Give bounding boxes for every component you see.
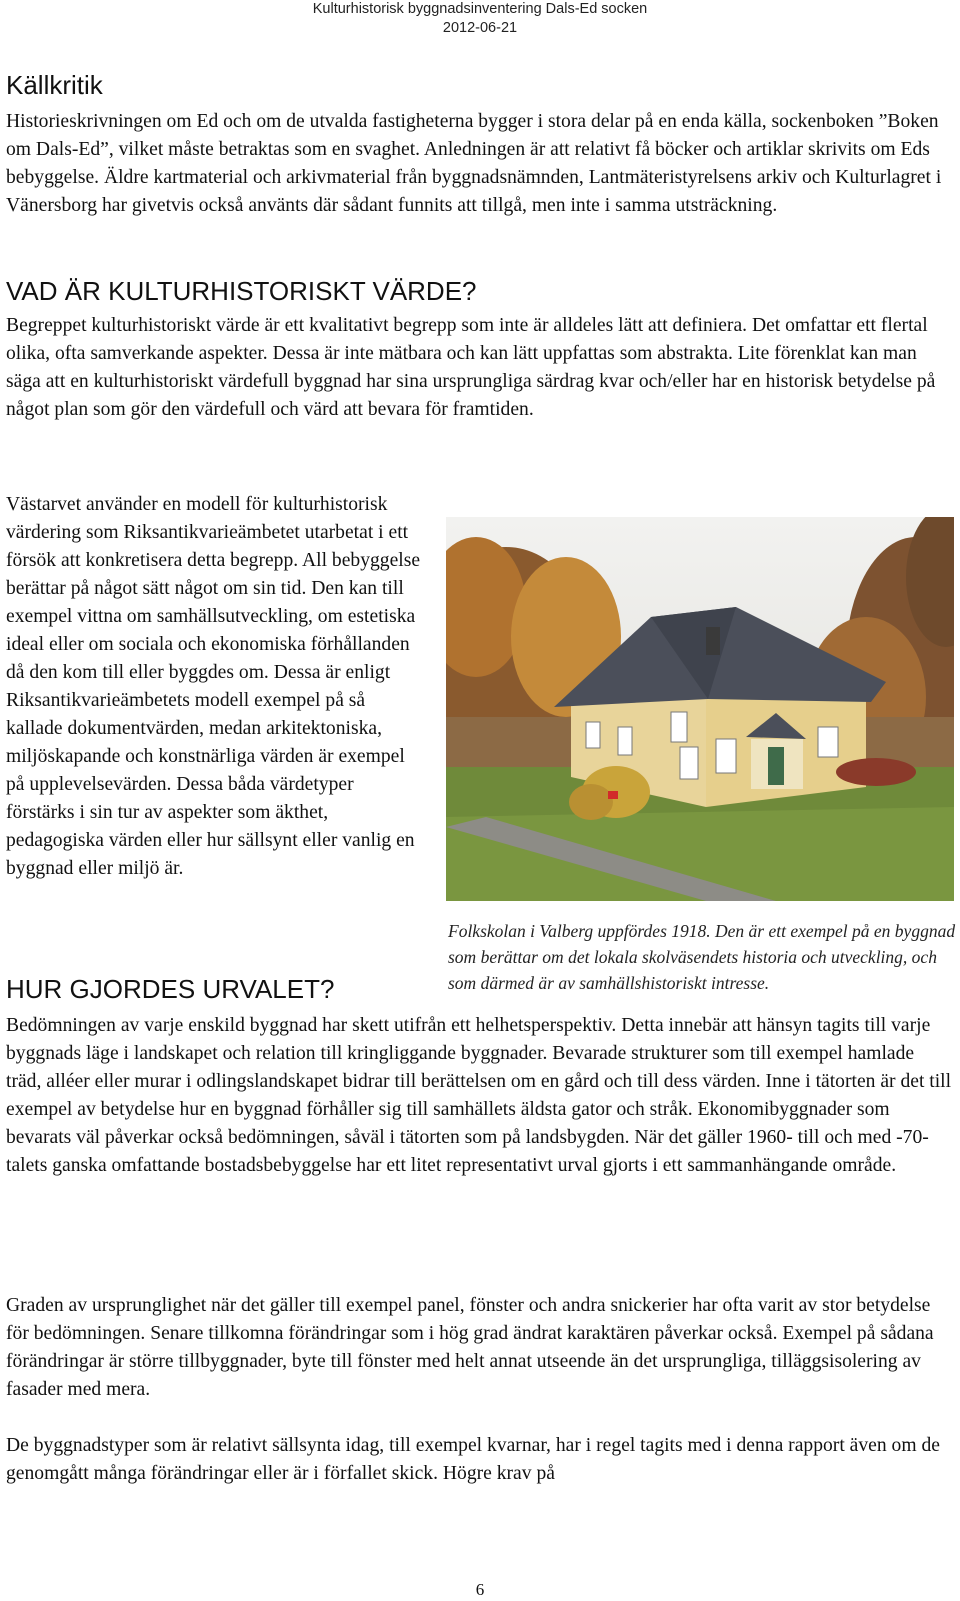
header-date: 2012-06-21 [442, 20, 518, 36]
heading-kallkritik: Källkritik [6, 70, 103, 100]
school-house-photo [446, 517, 954, 901]
photo-caption: Folkskolan i Valberg uppfördes 1918. Den är ett exempel på en byggnad som berättar om det lokala skolväsendets historia och utveckling, och som därmed är av samhällshistoriskt intresse. [448, 921, 956, 993]
page-number: 6 [475, 1580, 485, 1599]
paragraph-urval-3: De byggnadstyper som är relativt sällsynta idag, till exempel kvarnar, har i regel tagits med i denna rapport även om de genomgått många förändringar eller är i förfallet skick. Högre krav på [6, 1435, 940, 1484]
paragraph-kulturhistoriskt-varde: Begreppet kulturhistoriskt värde är ett kvalitativt begrepp som inte är alldeles lätt att definiera. Det omfattar ett flertal olika, ofta samverkande aspekter. Dessa är inte mätbara och kan lätt uppfattas som abstrakta. Lite förenklat kan man säga att en kulturhistoriskt värdefull byggnad har sina ursprungliga särdrag kvar och/eller har en historisk betydelse på något plan som gör den värdefull och värd att bevara för framtiden. [6, 315, 936, 420]
paragraph-urval-2: Graden av ursprunglighet när det gäller till exempel panel, fönster och andra snickerier har ofta varit av stor betydelse för bedömningen. Senare tillkomna förändringar som i hög grad ändrat karaktären påverkar också. Exempel på sådana förändringar är större tillbyggnader, byte till fönster med helt annat utseende än det ursprungliga, tilläggsisolering av fasader med mera. [6, 1295, 934, 1400]
paragraph-vastarvet: Västarvet använder en modell för kulturhistorisk värdering som Riksantikvarieämbetet utarbetat i ett försök att konkretisera detta begrepp. All bebyggelse berättar på något sätt något om sin tid. Den kan till exempel vittna om samhällsutveckling, om estetiska ideal eller om sociala och ekonomiska förhållanden då den kom till eller byggdes om. Dessa är enligt Riksantikvarieämbetets modell exempel på så kallade dokumentvärden, medan arkitektoniska, miljöskapande och konstnärliga värden är exempel på upplevelsevärden. Dessa båda värdetyper förstärks i sin tur av aspekter som äkthet, pedagogiska värden eller hur sällsynt eller vanlig en byggnad eller miljö är. [6, 494, 421, 879]
paragraph-kallkritik: Historieskrivningen om Ed och om de utvalda fastigheterna bygger i stora delar på en enda källa, sockenboken ”Boken om Dals-Ed”, vilket måste betraktas som en svaghet. Anledningen är att relativt få böcker och artiklar skrivits om Eds bebyggelse. Äldre kartmaterial och arkivmaterial från byggnadsnämnden, Lantmäteristyrelsens arkiv och Kulturlagret i Vänersborg har givetvis också använts där sådant funnits att tillgå, men inte i samma utsträckning. [6, 111, 942, 216]
page-header [0, 0, 960, 38]
paragraph-urval-1: Bedömningen av varje enskild byggnad har skett utifrån ett helhetsperspektiv. Detta innebär att hänsyn tagits till varje byggnads läge i landskapet och relation till kringliggande byggnader. Bevarade strukturer som till exempel hamlade träd, alléer eller murar i odlingslandskapet bidrar till berättelsen om en gård och till dess värden. Inne i tätorten är det till exempel av betydelse hur en byggnad förhåller sig till samhällets äldsta gator och stråk. Ekonomibyggnader som bevarats väl påverkar också bedömningen, såväl i tätorten som på landsbygden. När det gäller 1960- till och med -70-talets ganska omfattande bostadsbebyggelse har ett litet representativt urval gjorts i ett sammanhängande område. [6, 1015, 952, 1176]
header-title: Kulturhistorisk byggnadsinventering Dals-Ed socken [312, 1, 648, 17]
heading-hur-gjordes-urvalet: HUR GJORDES URVALET? [6, 974, 335, 1004]
heading-kulturhistoriskt-varde: VAD ÄR KULTURHISTORISKT VÄRDE? [6, 276, 477, 306]
